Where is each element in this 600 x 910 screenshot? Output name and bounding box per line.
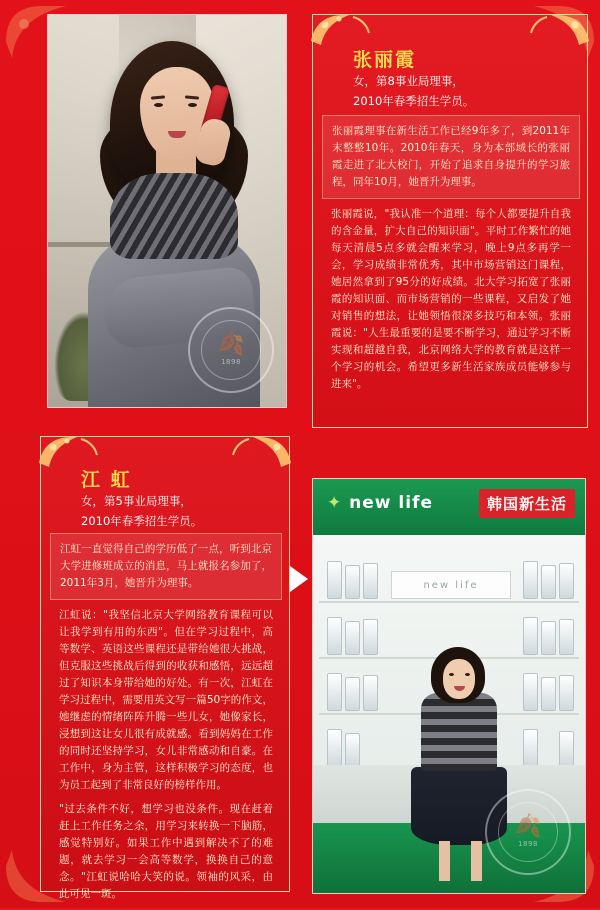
flourish-ornament-icon (525, 11, 591, 65)
university-watermark-seal (485, 789, 571, 875)
profile-card-jiang (40, 436, 290, 900)
person-subtitle-line1: 女，第8事业局理事， (353, 74, 464, 88)
person-name: 张丽霞 (353, 49, 417, 71)
person-subtitle-line1: 女，第5事业局理事， (81, 494, 192, 508)
profile-paragraph: 江虹说："我坚信北京大学网络教育课程可以让我学到有用的东西"。但在学习过程中，高等数学、英语这些课程还是带给她很大挑战，但克服这些挑战后得到的收获和感悟，远远超过了知识本身带给她的好处。有一次，江虹在学习过程中，需要用英文写一篇50字的作文，她继虑的情绪阵阵升腾一些儿女，她像家长，浸想到这让女儿很有成就感。看到妈妈在工作的同时还坚持学习，女儿非常感动和自豪。在工作中，身为主管，这样积极学习的态度，也为员工起到了非常良好的榜样作用。 (59, 609, 273, 791)
person-name: 江 虹 (81, 469, 132, 491)
profile-paragraph: 江虹一直觉得自己的学历低了一点，听到北京大学进修班成立的消息，马上就报名参加了，2011年3月，她晋升为理事。 (60, 543, 272, 589)
woman-on-phone-photo (47, 14, 287, 408)
person-subtitle-line2: 2010年春季招生学员。 (81, 514, 203, 529)
seal-year: 1898 (518, 839, 538, 848)
seal-year: 1898 (221, 357, 241, 366)
flourish-ornament-icon (227, 433, 293, 487)
profile-paragraph: 张丽霞说，"我认准一个道理：每个人都要提升自我的含金量，扩大自己的知识面"。平时工作繁忙的她每天清晨5点多就会醒来学习，晚上9点多再学一会，学习成绩非常优秀，其中市场营销这门课程，她居然拿到了95分的好成绩。北大学习拓宽了张丽霞的知识面、而市场营销的一些课程，又启发了她对销售的想法，让她领悟很深多技巧和本领。张丽霞说："人生最重要的是要不断学习，通过学习不断实现和超越自我，北京网络大学的教育就是这样一个学习的机会。希望更多新生活家族成员能够参与进来"。 (331, 208, 571, 390)
profile-paragraph: 张丽霞理事在新生活工作已经9年多了，到2011年末整整10年。2010年春天，身为本部域长的张丽霞走进了北大校门，开始了追求自身提升的学习旅程，同年10月，她晋升为理事。 (332, 125, 570, 188)
shelf-sign-label: new life (391, 571, 511, 599)
store-banner-text: 韩国新生活 (479, 489, 575, 518)
university-watermark-seal (188, 307, 274, 393)
person-subtitle-line2: 2010年春季招生学员。 (353, 94, 475, 109)
profile-card-zhang (312, 14, 588, 428)
store-brand-logo: ✦ new life (327, 493, 434, 513)
profile-paragraph: "过去条件不好，想学习也没条件。现在赶着赶上工作任务之余，用学习来转换一下脑筋，感觉特别好。如果工作中遇到解决不了的难题，就去学习一会高等数学，换换自己的意念。"江虹说哈哈大笑的说。领袖的风采，由此可见一斑。 (59, 803, 273, 900)
seal-emblem-icon: 🍂 (217, 331, 245, 357)
seal-emblem-icon: 🍂 (514, 813, 542, 839)
pointer-arrow-icon (290, 566, 308, 592)
woman-in-store-photo (312, 478, 586, 894)
